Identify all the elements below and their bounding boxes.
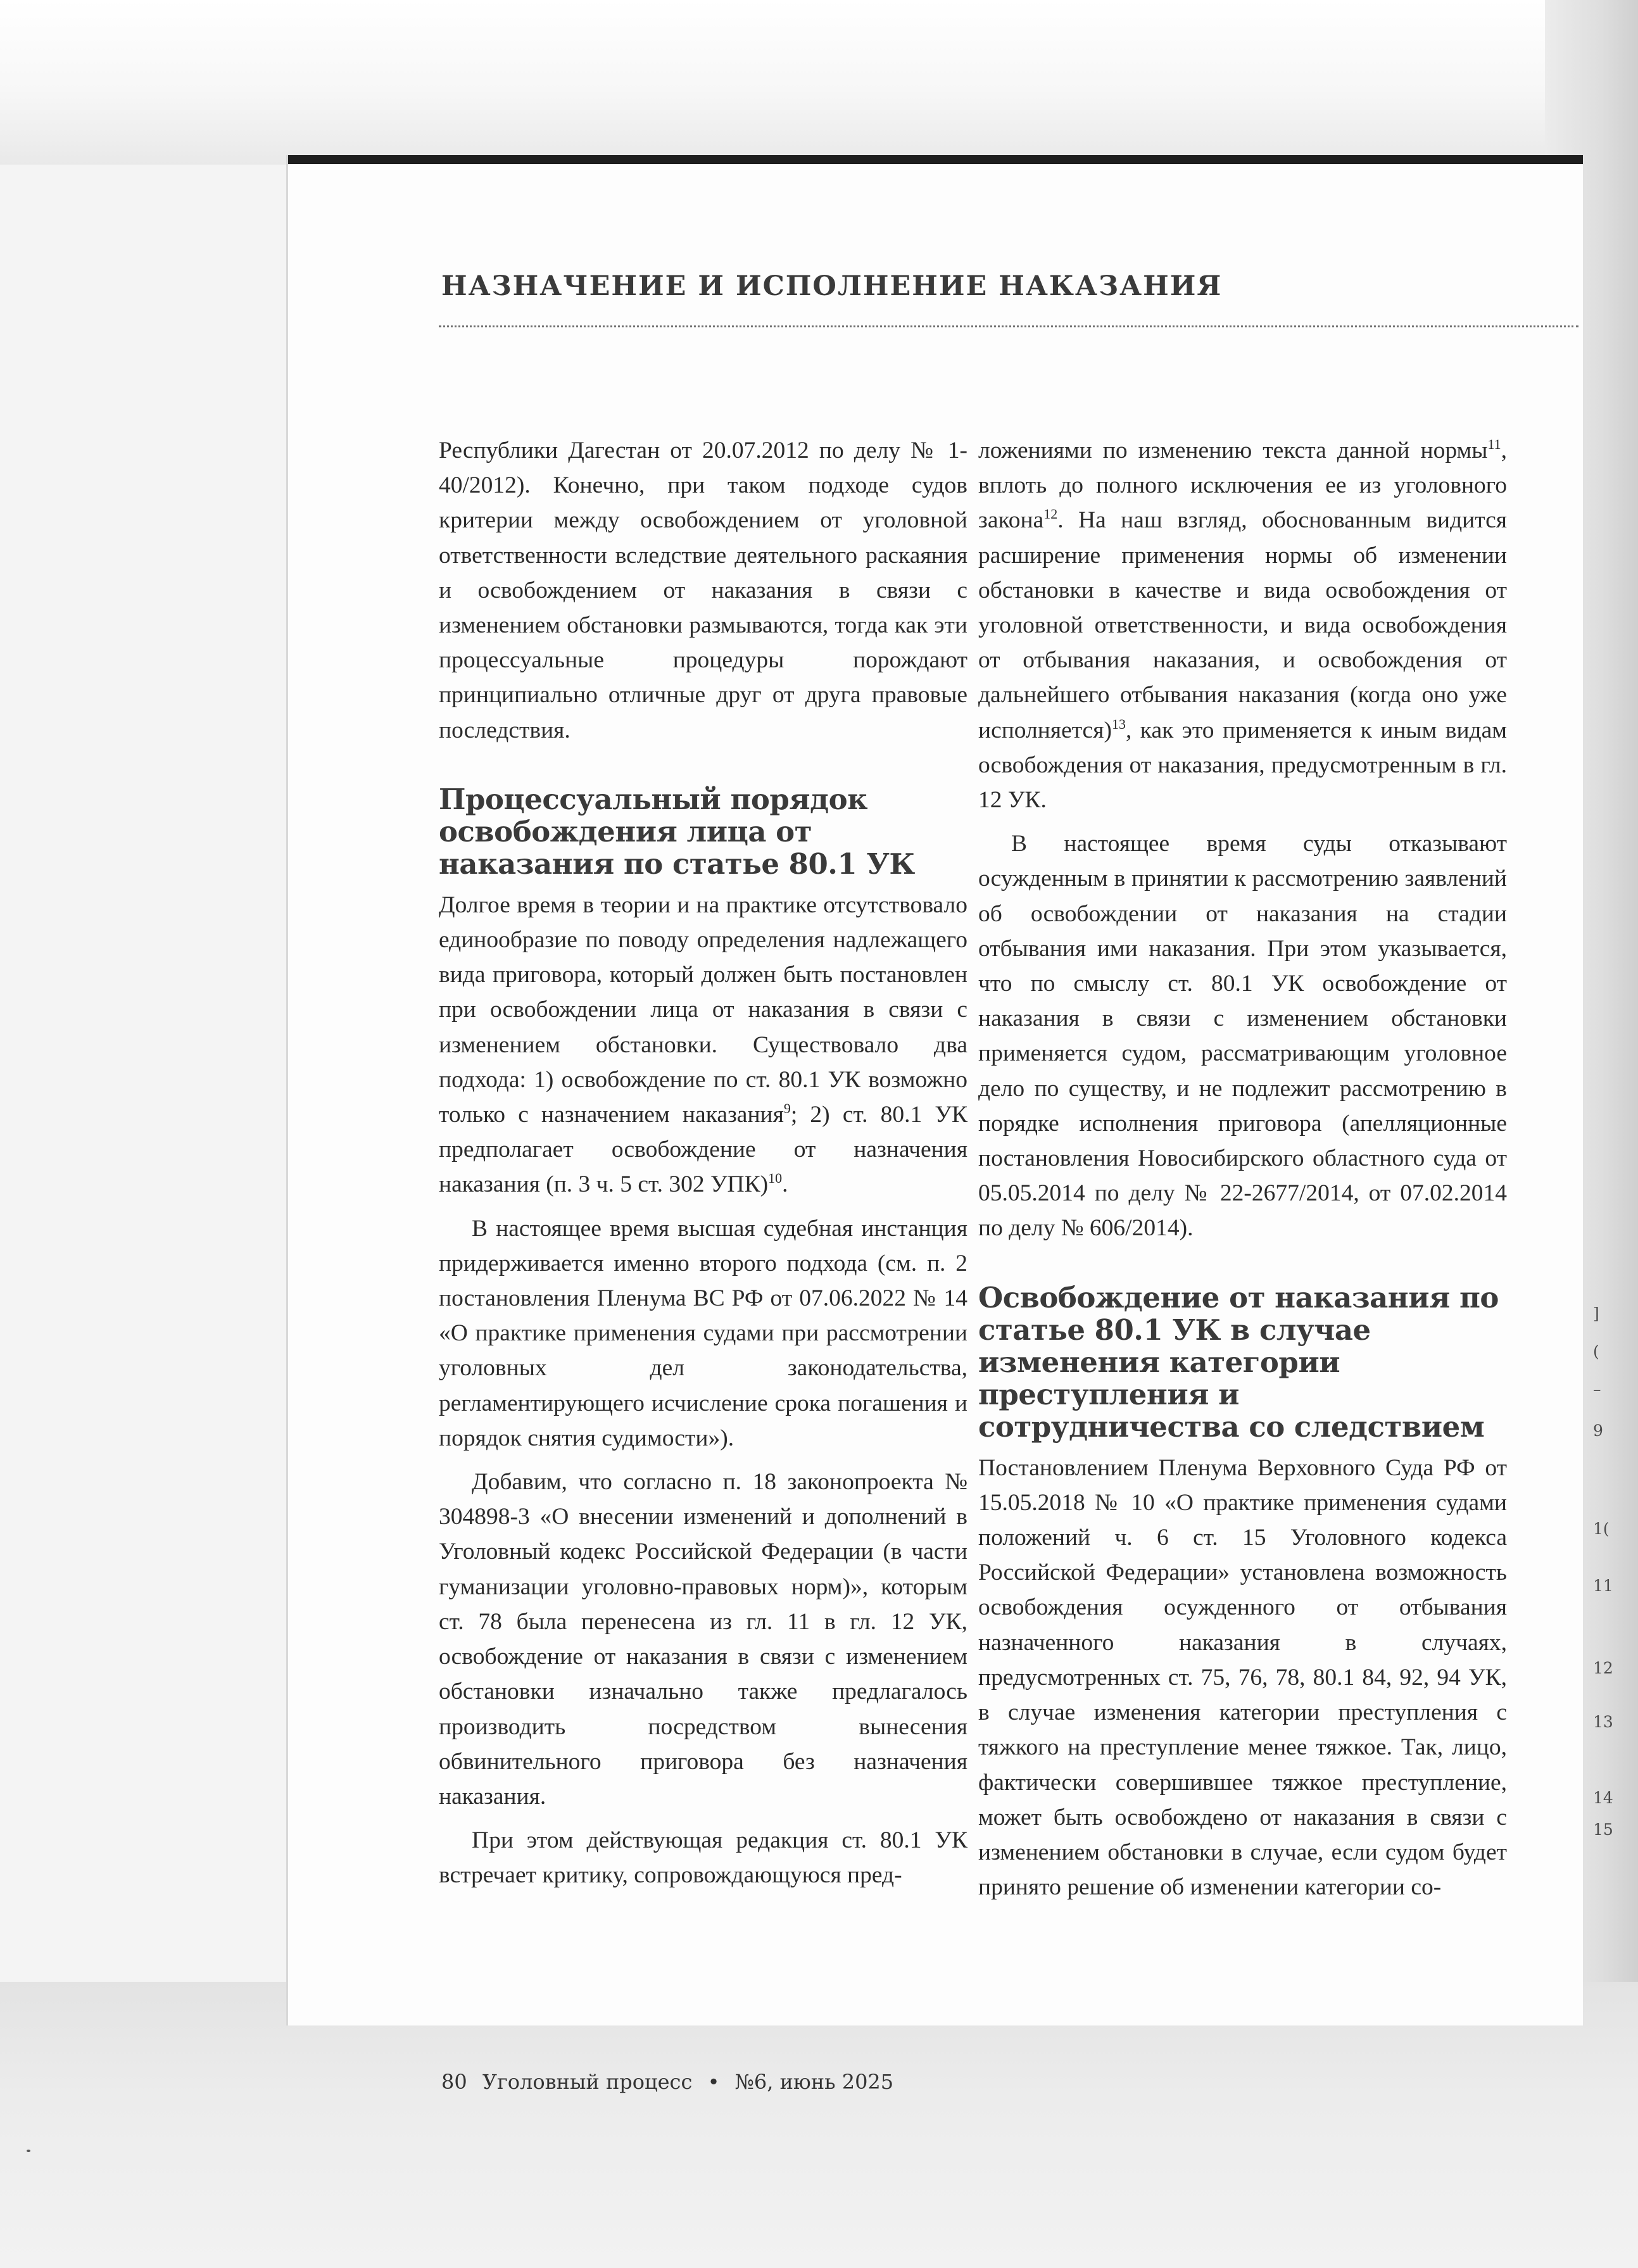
footnote-ref: 11 <box>1487 436 1501 452</box>
margin-fragment: ( <box>1593 1342 1599 1361</box>
paragraph: Постановлением Пленума Верховного Суда РФ от 15.05.2018 № 10 «О практике применения судами положений ч. 6 ст. 15 Уголовного кодекса Российской Федерации» установлена возможность освобождения осужденного от отбывания назначенного наказания в случаях, предусмотренных ст. 75, 76, 78, 80.1 84, 92, 94 УК, в случае изменения категории преступления с тяжкого на преступление менее тяжкое. Так, лицо, фактически совершившее тяжкое преступление, может быть освобождено от наказания в связи с изменением обстановки в случае, если судом будет принято решение об изменении категории со- <box>978 1454 1507 1901</box>
footnote-ref: 9 <box>783 1100 791 1117</box>
margin-fragment: 9 <box>1593 1421 1603 1440</box>
margin-fragment: 11 <box>1593 1577 1613 1595</box>
left-column <box>439 433 967 1893</box>
paragraph: При этом действующая редакция ст. 80.1 УК встречает критику, сопровождающуюся пред- <box>439 1827 967 1889</box>
margin-fragment: 15 <box>1593 1820 1613 1839</box>
header-dotted-rule <box>439 325 1578 327</box>
margin-fragment: 14 <box>1593 1789 1613 1807</box>
footnote-ref: 10 <box>768 1170 783 1187</box>
margin-fragment: 1( <box>1593 1520 1610 1538</box>
page-number: 80 <box>441 2070 467 2094</box>
margin-fragment: – <box>1593 1380 1601 1399</box>
scan-speck <box>27 2150 30 2152</box>
right-column <box>978 433 1507 1905</box>
footnote-ref: 13 <box>1111 715 1126 732</box>
paragraph: Республики Дагестан от 20.07.2012 по делу № 1-40/2012). Конечно, при таком подходе судов критерии между освобождением от уголовной ответственности вследствие деятельного раскаяния и освобождением от наказания в связи с изменением обстановки размываются, тогда как эти процессуальные процедуры порождают принципиально отличные друг от друга правовые последствия. <box>439 438 967 743</box>
footer-bullet: • <box>707 2070 720 2094</box>
section-header: НАЗНАЧЕНИЕ И ИСПОЛНЕНИЕ НАКАЗАНИЯ <box>441 270 1223 302</box>
page-footer <box>441 2070 902 2094</box>
subheading: Процессуальный порядок освобождения лица от наказания по статье 80.1 УК <box>439 782 915 881</box>
margin-fragment: 13 <box>1593 1713 1613 1731</box>
paragraph: В настоящее время высшая судебная инстанция придерживается именно второго подхода (см. п. 2 постановления Пленума ВС РФ от 07.06.2022 № 14 «О практике применения судами при рассмотрении уголовных дел законодательства, регламентирующего исчисление срока погашения и порядок снятия судимости»). <box>439 1215 967 1451</box>
scan-top-margin <box>0 0 1638 165</box>
paragraph: В настоящее время суды отказывают осужденным в принятии к рассмотрению заявлений об освобождении от наказания на стадии отбывания ими наказания. При этом указывается, что по смыслу ст. 80.1 УК освобождение от наказания в связи с изменением обстановки применяется судом, рассматривающим уголовное дело по существу, и не подлежит рассмотрению в порядке исполнения приговора (апелляционные постановления Новосибирского областного суда от 05.05.2014 по делу № 22-2677/2014, от 07.02.2014 по делу № 606/2014). <box>978 831 1507 1242</box>
margin-fragment: ] <box>1593 1304 1599 1323</box>
issue-info: №6, июнь 2025 <box>734 2070 894 2094</box>
journal-page <box>288 155 1583 2094</box>
footnote-ref: 12 <box>1043 506 1058 522</box>
paragraph: Долгое время в теории и на практике отсутствовало единообразие по поводу определения надлежащего вида приговора, который должен быть постановлен при освобождении лица от наказания в связи с изменением обстановки. Существовало два подхода: 1) освобождение по ст. 80.1 УК возможно только с назначением наказания$^9$; 2) ст. 80.1 УК предполагает освобождение от назначения наказания (п. 3 ч. 5 ст. 302 УПК)$^{10}$. <box>439 891 967 1198</box>
paragraph: ложениями по изменению текста данной нормы$^{11}$, вплоть до полного исключения ее из уголовного закона$^{12}$. На наш взгляд, обоснованным видится расширение применения нормы об изменении обстановки в качестве и вида освобождения от уголовной ответственности, и вида освобождения от отбывания наказания, и освобождения от дальнейшего отбывания наказания (когда оно уже исполняется)$^{13}$, как это применяется к иным видам освобождения от наказания, предусмотренным в гл. 12 УК. <box>978 436 1507 814</box>
paragraph: Добавим, что согласно п. 18 законопроекта № 304898-3 «О внесении изменений и дополнений в Уголовный кодекс Российской Федерации (в части гуманизации уголовно-правовых норм)», которым ст. 78 была перенесена из гл. 11 в гл. 12 УК, освобождение от наказания в связи с изменением обстановки изначально также предлагалось производить посредством вынесения обвинительного приговора без назначения наказания. <box>439 1469 967 1810</box>
subheading: Освобождение от наказания по статье 80.1 УК в случае изменения категории преступления и сотрудничества со следствием <box>978 1280 1499 1444</box>
margin-fragment: 12 <box>1593 1659 1613 1677</box>
journal-name: Уголовный процесс <box>482 2070 693 2094</box>
